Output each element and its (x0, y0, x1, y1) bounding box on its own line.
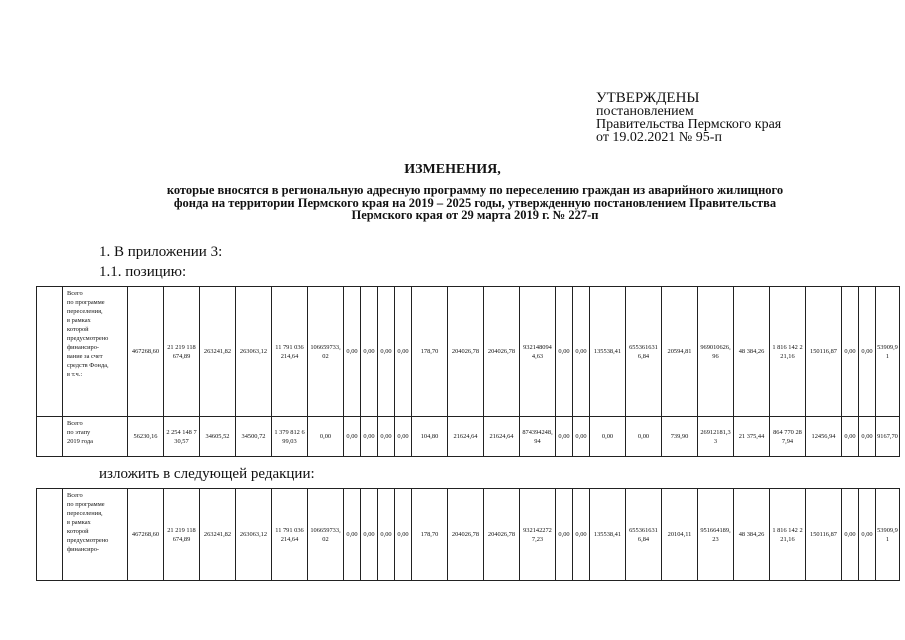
table-cell: 26912181,33 (698, 417, 734, 457)
table-cell: 21 375,44 (734, 417, 770, 457)
paragraph-1-1: 1.1. позицию: (99, 264, 187, 280)
table-cell: 969010626,96 (698, 287, 734, 417)
row-label-cell (63, 489, 128, 581)
table-cell: 106659733,02 (308, 287, 344, 417)
table-cell: 21624,64 (448, 417, 484, 457)
table-cell: 204026,78 (484, 287, 520, 417)
row-label-line: по этапу (67, 429, 91, 436)
row-label-line: переселения, (67, 510, 103, 517)
table-cell: 106659733,02 (308, 489, 344, 581)
table-cell: 864 770 287,94 (770, 417, 806, 457)
subtitle-line-3: Пермского края от 29 марта 2019 г. № 227-п (351, 208, 599, 222)
table-cell: 204026,78 (448, 489, 484, 581)
table-cell: 0,00 (556, 287, 573, 417)
table-cell: 951664189,23 (698, 489, 734, 581)
table-cell: 0,00 (361, 287, 378, 417)
row-label-line: по программе (67, 299, 105, 306)
table-cell: 0,00 (573, 489, 590, 581)
paragraph-new-edition: изложить в следующей редакции: (99, 466, 315, 482)
table-cell: 1 816 142 221,16 (770, 489, 806, 581)
table-cell: 20594,81 (662, 287, 698, 417)
row-label-cell (63, 287, 128, 417)
table-cell: 11 791 036 214,64 (272, 287, 308, 417)
table-cell: 150116,87 (806, 489, 842, 581)
row-label-line: финансиро- (67, 546, 100, 553)
table-cell: 0,00 (344, 489, 361, 581)
table-cell: 0,00 (590, 417, 626, 457)
table-row (37, 489, 900, 581)
table-cell: 20104,11 (662, 489, 698, 581)
table-cell: 739,90 (662, 417, 698, 457)
table-cell: 263063,12 (236, 287, 272, 417)
table-cell: 263241,82 (200, 489, 236, 581)
table-cell: 0,00 (842, 417, 859, 457)
row-number-cell (37, 287, 63, 417)
table-cell: 21 219 118 674,89 (164, 287, 200, 417)
row-label-line: вание за счет (67, 353, 103, 360)
row-label-line: средств Фонда, (67, 362, 109, 369)
table-cell: 0,00 (344, 417, 361, 457)
document-subtitle (70, 184, 880, 222)
subtitle-line-1: которые вносятся в региональную адресную программу по переселению граждан из аварийного жилищного (166, 183, 784, 197)
table-cell: 2 254 148 730,57 (164, 417, 200, 457)
table-cell: 178,70 (412, 287, 448, 417)
table-cell: 11 791 036 214,64 (272, 489, 308, 581)
subtitle-line-2: фонда на территории Пермского края на 2019 – 2025 годы, утвержденную постановлением Правительства (173, 195, 777, 210)
table-cell: 0,00 (842, 489, 859, 581)
table-cell: 467268,60 (128, 489, 164, 581)
approval-line-2: постановлением (596, 104, 694, 119)
table-cell: 204026,78 (448, 287, 484, 417)
row-label-line: в рамках (67, 519, 91, 526)
table-cell: 0,00 (361, 417, 378, 457)
table-cell: 53909,91 (876, 489, 900, 581)
approval-line-3: Правительства Пермского края (596, 117, 782, 132)
table-cell: 6553616316,84 (626, 287, 662, 417)
table-cell: 0,00 (573, 287, 590, 417)
table-cell: 12456,94 (806, 417, 842, 457)
table-cell: 48 384,26 (734, 287, 770, 417)
row-label-line: которой (67, 326, 89, 333)
approval-block (596, 92, 781, 144)
table-cell: 0,00 (395, 287, 412, 417)
paragraph-1: 1. В приложении 3: (99, 244, 223, 260)
table-cell: 0,00 (842, 287, 859, 417)
table-cell: 0,00 (556, 489, 573, 581)
table-cell: 6553616316,84 (626, 489, 662, 581)
table-cell: 9321480944,63 (520, 287, 556, 417)
table-cell: 874394248,94 (520, 417, 556, 457)
approval-line-4: от 19.02.2021 № 95-п (596, 130, 722, 145)
table-row (37, 417, 900, 457)
table-cell: 135538,41 (590, 287, 626, 417)
table-cell: 9321422727,23 (520, 489, 556, 581)
row-label-line: по программе (67, 501, 105, 508)
table-cell: 53909,91 (876, 287, 900, 417)
table-cell: 104,80 (412, 417, 448, 457)
table-cell: 56230,16 (128, 417, 164, 457)
row-label-line: предусмотрено (67, 335, 109, 342)
table-cell: 21624,64 (484, 417, 520, 457)
row-label-line: финансиро- (67, 344, 100, 351)
table-cell: 135538,41 (590, 489, 626, 581)
row-label-line: которой (67, 528, 89, 535)
table-cell: 0,00 (626, 417, 662, 457)
table-cell: 48 384,26 (734, 489, 770, 581)
row-label-line: переселения, (67, 308, 103, 315)
row-label-line: Всего (67, 492, 83, 499)
table-cell: 0,00 (378, 417, 395, 457)
table-cell: 0,00 (344, 287, 361, 417)
table-cell: 1 816 142 221,16 (770, 287, 806, 417)
table-cell: 0,00 (573, 417, 590, 457)
document-title: ИЗМЕНЕНИЯ, (404, 162, 501, 177)
table-cell: 21 219 118 674,89 (164, 489, 200, 581)
table-cell: 0,00 (378, 287, 395, 417)
approval-line-1: УТВЕРЖДЕНЫ (596, 90, 700, 106)
table-cell: 204026,78 (484, 489, 520, 581)
row-label-line: Всего (67, 420, 83, 427)
row-number-cell (37, 417, 63, 457)
table-row (37, 287, 900, 417)
row-label-line: Всего (67, 290, 83, 297)
row-label-line: в рамках (67, 317, 91, 324)
table-cell: 178,70 (412, 489, 448, 581)
old-position-table (36, 286, 900, 457)
table-cell: 0,00 (859, 417, 876, 457)
row-label-line: предусмотрено (67, 537, 109, 544)
table-cell: 1 379 812 699,03 (272, 417, 308, 457)
table-cell: 0,00 (859, 489, 876, 581)
table-cell: 0,00 (556, 417, 573, 457)
table-cell: 0,00 (378, 489, 395, 581)
table-cell: 263241,82 (200, 287, 236, 417)
table-cell: 150116,87 (806, 287, 842, 417)
table-cell: 467268,60 (128, 287, 164, 417)
table-cell: 34605,52 (200, 417, 236, 457)
row-label-cell (63, 417, 128, 457)
table-cell: 0,00 (395, 489, 412, 581)
table-cell: 0,00 (859, 287, 876, 417)
table-cell: 0,00 (308, 417, 344, 457)
row-label-line: 2019 года (67, 438, 93, 445)
row-number-cell (37, 489, 63, 581)
table-cell: 263063,12 (236, 489, 272, 581)
table-cell: 9167,70 (876, 417, 900, 457)
new-position-table (36, 488, 900, 581)
table-cell: 0,00 (361, 489, 378, 581)
table-cell: 0,00 (395, 417, 412, 457)
row-label-line: в т.ч.: (67, 371, 83, 378)
table-cell: 34500,72 (236, 417, 272, 457)
